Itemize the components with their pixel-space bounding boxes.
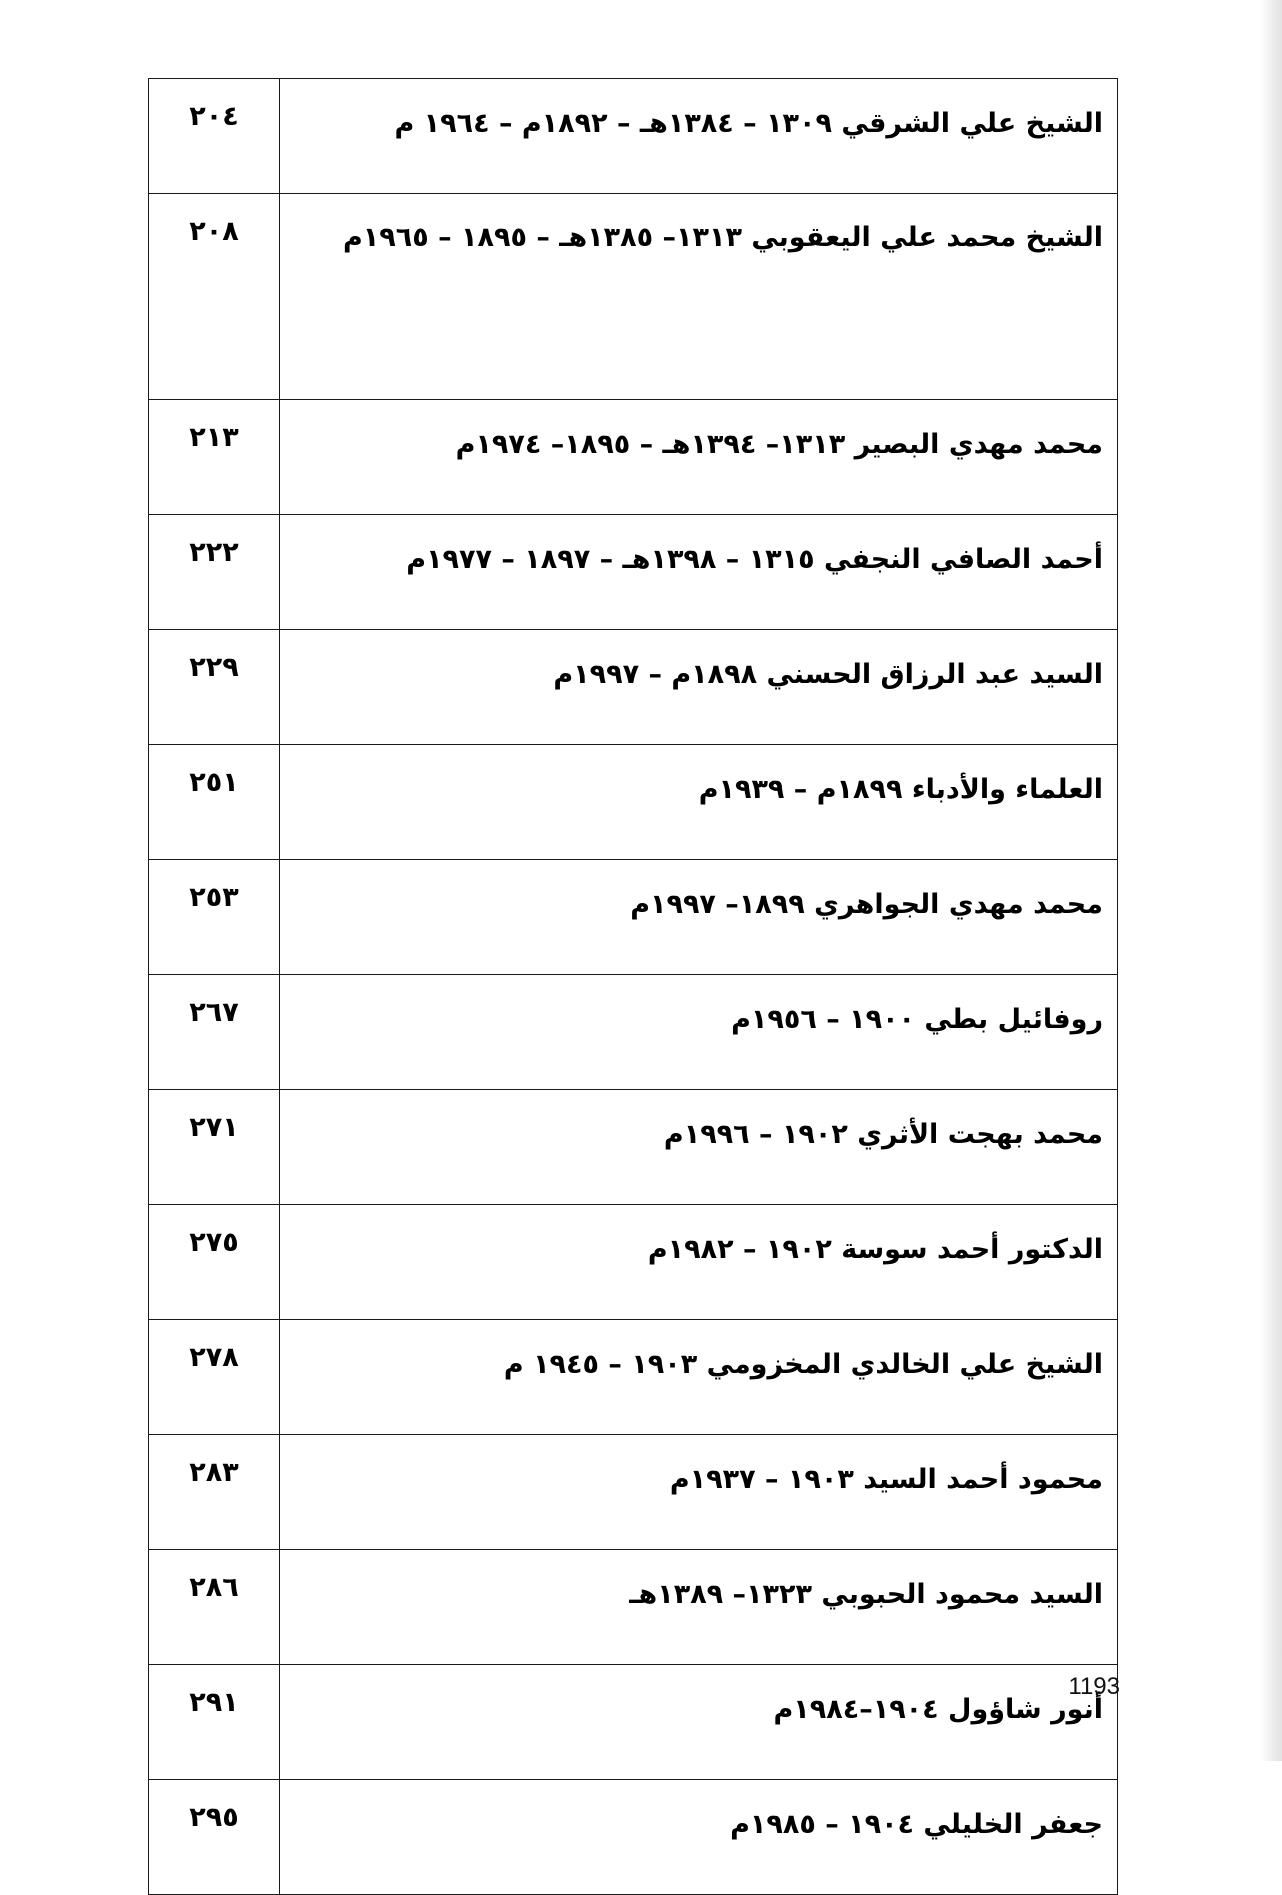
- table-row: [149, 79, 1118, 194]
- page-number-cell: ٢٢٢: [149, 515, 280, 630]
- page-number-cell: ٢٥٣: [149, 860, 280, 975]
- entry-title-cell: محمود أحمد السيد ١٩٠٣ – ١٩٣٧م: [280, 1435, 1118, 1550]
- entry-title-cell: الشيخ محمد علي اليعقوبي ١٣١٣– ١٣٨٥هـ – ١٨٩٥ – ١٩٦٥م: [280, 194, 1118, 400]
- entry-title-cell: الشيخ علي الخالدي المخزومي ١٩٠٣ – ١٩٤٥ م: [280, 1320, 1118, 1435]
- table-row: [149, 975, 1118, 1090]
- page-number-cell: ٢٢٩: [149, 630, 280, 745]
- entry-title-cell: السيد عبد الرزاق الحسني ١٨٩٨م – ١٩٩٧م: [280, 630, 1118, 745]
- entry-title-cell: روفائيل بطي ١٩٠٠ – ١٩٥٦م: [280, 975, 1118, 1090]
- footer-page-number: 1193: [1068, 1673, 1120, 1700]
- page-edge-shadow: [1260, 0, 1282, 1761]
- entry-title-cell: أحمد الصافي النجفي ١٣١٥ – ١٣٩٨هـ – ١٨٩٧ – ١٩٧٧م: [280, 515, 1118, 630]
- page-number-cell: ٢٧١: [149, 1090, 280, 1205]
- table-row: [149, 1205, 1118, 1320]
- page-number-cell: ٢٥١: [149, 745, 280, 860]
- entry-title-cell: محمد مهدي البصير ١٣١٣– ١٣٩٤هـ – ١٨٩٥– ١٩٧٤م: [280, 400, 1118, 515]
- page-number-cell: ٢٧٨: [149, 1320, 280, 1435]
- entry-title-cell: أنور شاؤول ١٩٠٤–١٩٨٤م: [280, 1665, 1118, 1780]
- page-number-cell: ٢٧٥: [149, 1205, 280, 1320]
- table-row: [149, 745, 1118, 860]
- table-row: [149, 1320, 1118, 1435]
- page-number-cell: ٢٩١: [149, 1665, 280, 1780]
- page-number-cell: ٢١٣: [149, 400, 280, 515]
- table-row: [149, 630, 1118, 745]
- entry-title-cell: محمد مهدي الجواهري ١٨٩٩– ١٩٩٧م: [280, 860, 1118, 975]
- table-row: [149, 1435, 1118, 1550]
- entry-title-cell: العلماء والأدباء ١٨٩٩م – ١٩٣٩م: [280, 745, 1118, 860]
- table-row: [149, 1090, 1118, 1205]
- page-number-cell: ٢٨٣: [149, 1435, 280, 1550]
- table-row: [149, 860, 1118, 975]
- table-row: [149, 1780, 1118, 1895]
- table-row: [149, 194, 1118, 400]
- table-row: [149, 400, 1118, 515]
- page-number-cell: ٢٠٤: [149, 79, 280, 194]
- table-row: [149, 515, 1118, 630]
- table-row: [149, 1550, 1118, 1665]
- entry-title-cell: الدكتور أحمد سوسة ١٩٠٢ – ١٩٨٢م: [280, 1205, 1118, 1320]
- entry-title-cell: الشيخ علي الشرقي ١٣٠٩ – ١٣٨٤هـ – ١٨٩٢م – ١٩٦٤ م: [280, 79, 1118, 194]
- page-number-cell: ٢٠٨: [149, 194, 280, 400]
- page-number-cell: ٢٨٦: [149, 1550, 280, 1665]
- table-of-contents: [148, 78, 1118, 1895]
- page-number-cell: ٢٩٥: [149, 1780, 280, 1895]
- page-number-cell: ٢٦٧: [149, 975, 280, 1090]
- entry-title-cell: السيد محمود الحبوبي ١٣٢٣– ١٣٨٩هـ: [280, 1550, 1118, 1665]
- entry-title-cell: جعفر الخليلي ١٩٠٤ – ١٩٨٥م: [280, 1780, 1118, 1895]
- entry-title-cell: محمد بهجت الأثري ١٩٠٢ – ١٩٩٦م: [280, 1090, 1118, 1205]
- table-row: [149, 1665, 1118, 1780]
